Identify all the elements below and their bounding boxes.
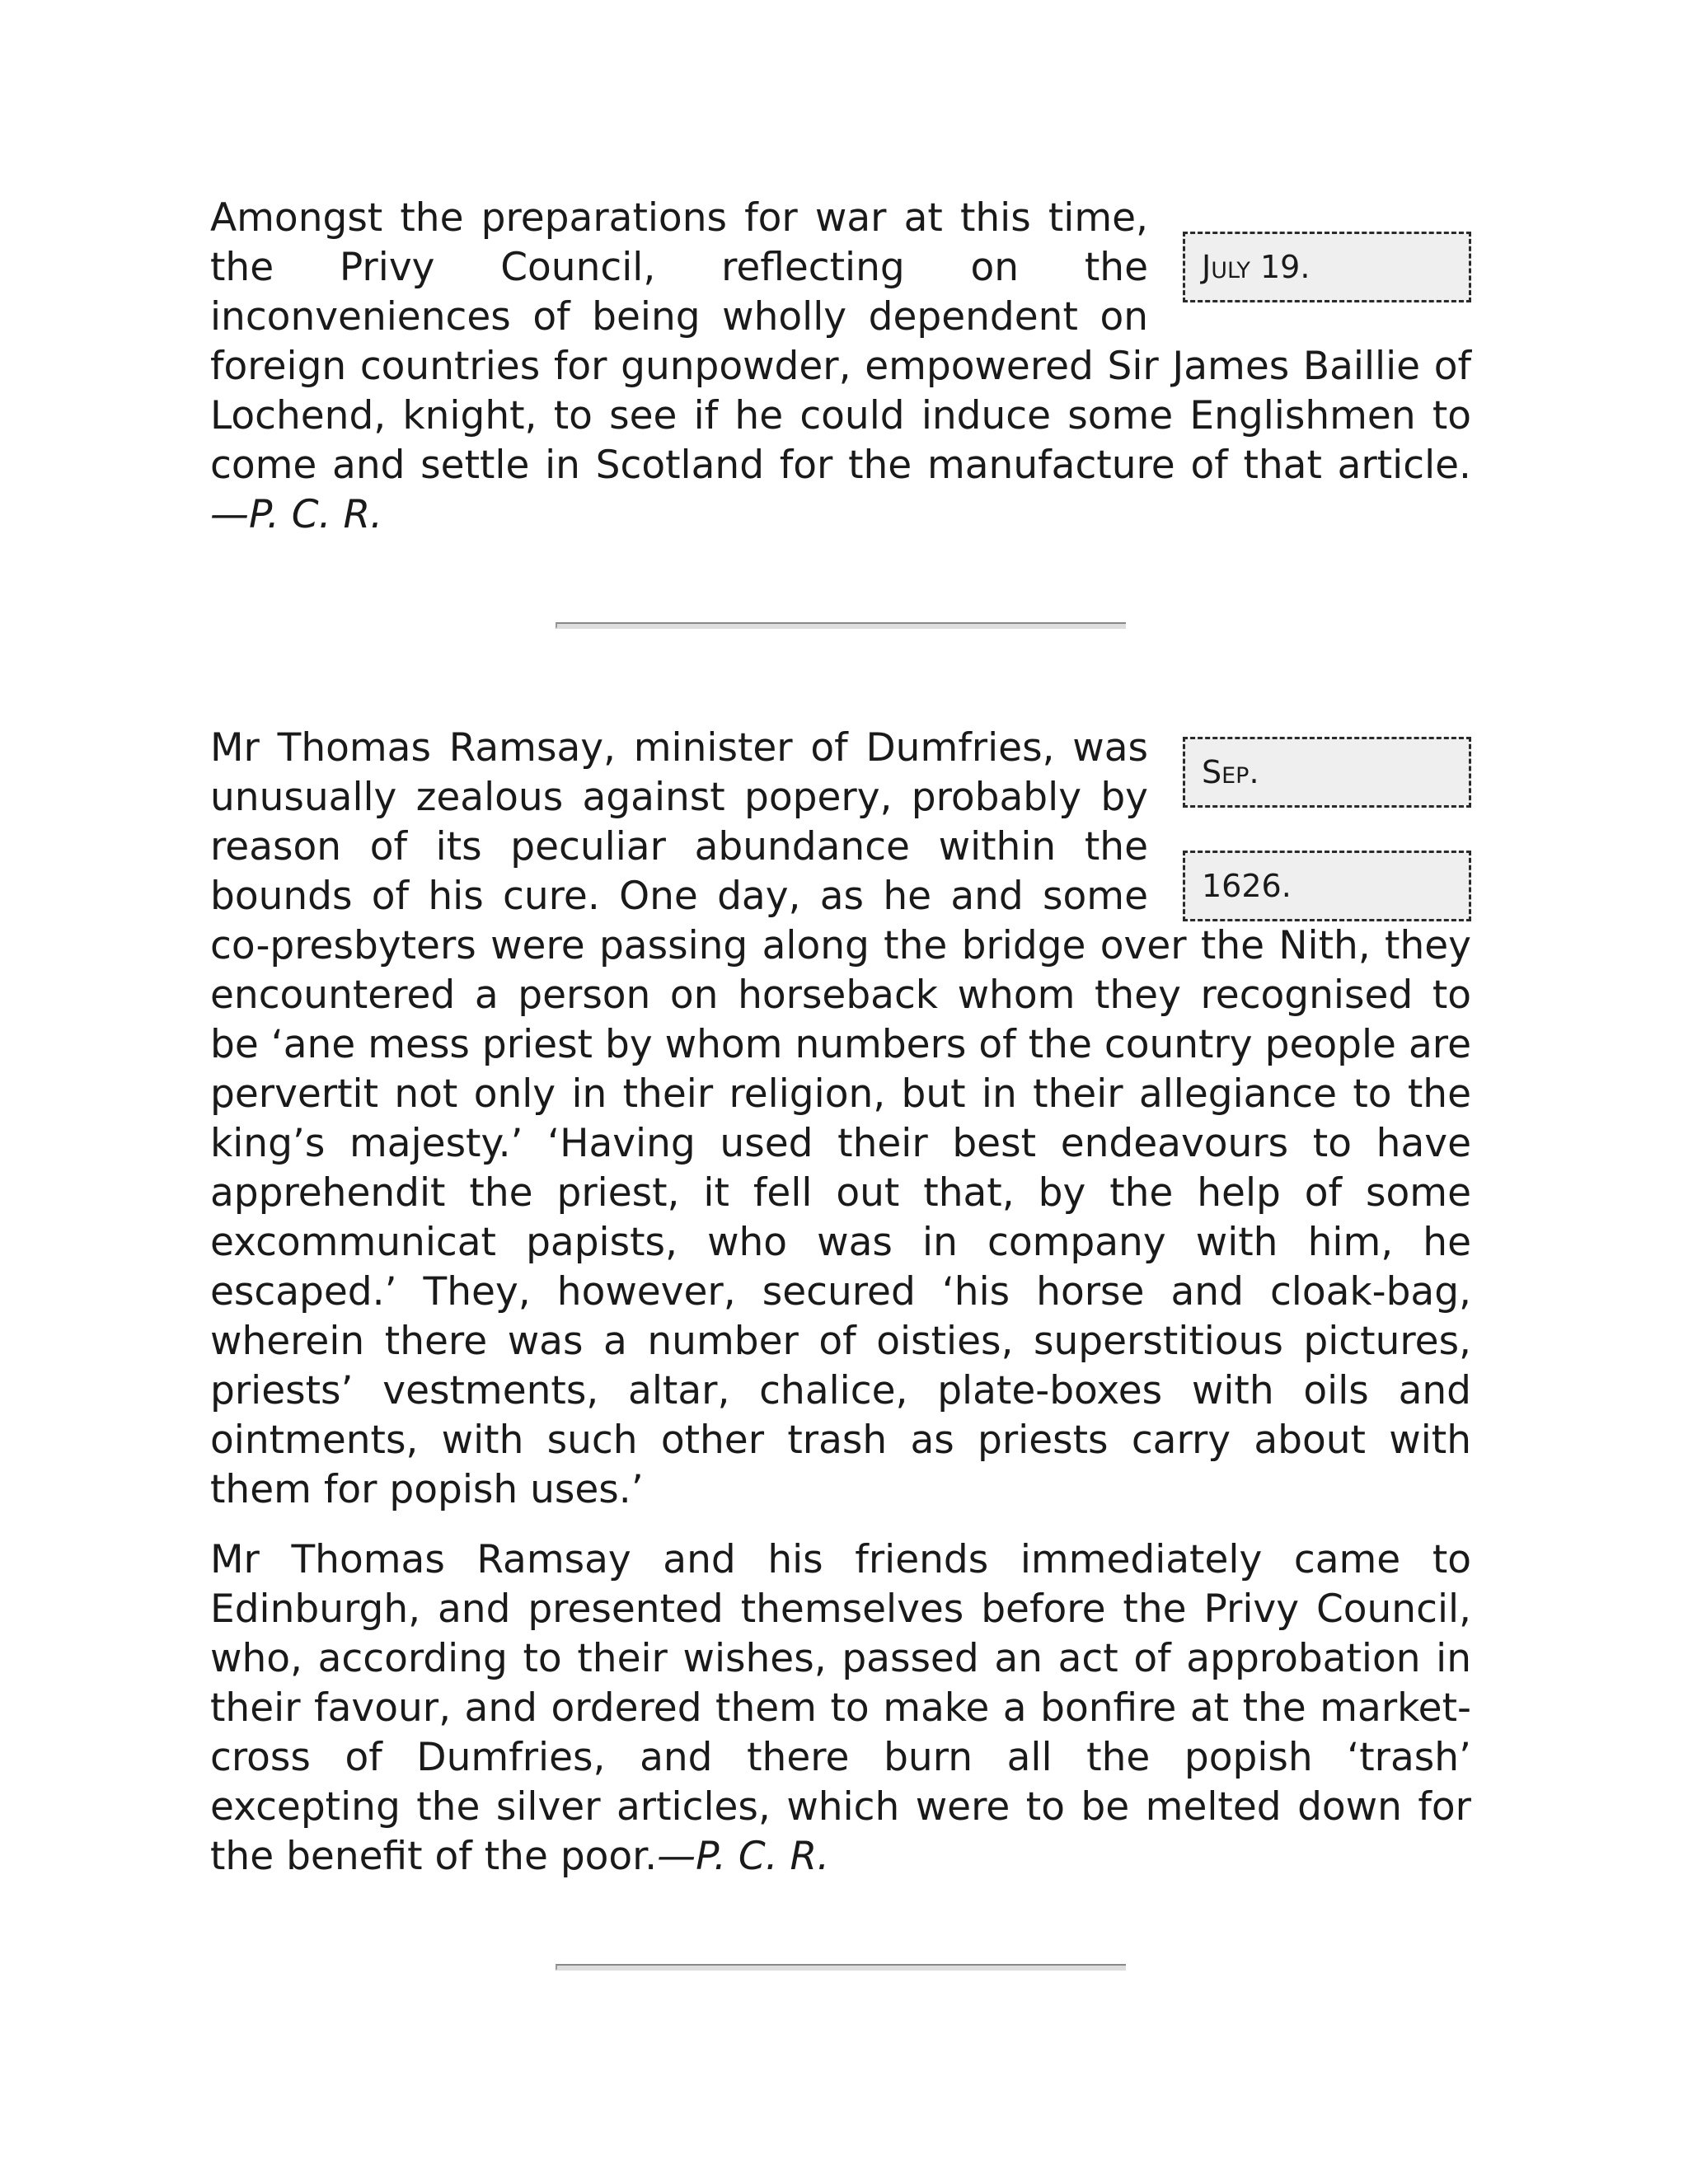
- note-year: 1626.: [1202, 868, 1292, 904]
- entry-september: [210, 724, 1471, 1882]
- section-divider: [556, 1964, 1126, 1971]
- note-day: 19.: [1250, 249, 1311, 285]
- date-note-july: [1183, 232, 1471, 302]
- page-content: [210, 194, 1471, 1971]
- date-note-sep: [1183, 737, 1471, 808]
- note-suffix: .: [1249, 754, 1259, 790]
- paragraph-text: Amongst the preparations for war at this time, the Privy Council, reflecting on the inconveniences of being wholly dependent on foreign countries for gunpowder, empowered Sir James Baillie of Lochend, knight, to see if he could induce some Englishmen to come and settle in Scotland for the manufacture of that article.: [210, 195, 1471, 488]
- section-divider: [556, 622, 1126, 629]
- entry-july: [210, 194, 1471, 540]
- note-month: July: [1202, 249, 1250, 285]
- citation: —P. C. R.: [210, 492, 383, 537]
- margin-notes: [1183, 724, 1471, 921]
- margin-notes: [1183, 194, 1471, 302]
- note-month: Sep: [1202, 754, 1250, 790]
- citation: —P. C. R.: [657, 1834, 830, 1879]
- paragraph: [210, 1535, 1471, 1882]
- paragraph-text: Mr Thomas Ramsay, minister of Dumfries, was unusually zealous against popery, probably by reason of its peculiar abundance within the bounds of his cure. One day, as he and some co-presbyters were passing along the bridge over the Nith, they encountered a person on horseback whom they recognised to be ‘ane mess priest by whom numbers of the country people are pervertit not only in their religion, but in their allegiance to the king’s majesty.’ ‘Having used their best endeavours to have apprehendit the priest, it fell out that, by the help of some excommunicat papists, who was in company with him, he escaped.’ They, however, secured ‘his horse and cloak-bag, wherein there was a number of oisties, superstitious pictures, priests’ vestments, altar, chalice, plate-boxes with oils and ointments, with such other trash as priests carry about with them for popish uses.’: [210, 725, 1471, 1512]
- date-note-year: [1183, 851, 1471, 921]
- paragraph-text: Mr Thomas Ramsay and his friends immediately came to Edinburgh, and presented themselves before the Privy Council, who, according to their wishes, passed an act of approbation in their favour, and ordered them to make a bonfire at the market-cross of Dumfries, and there burn all the popish ‘trash’ excepting the silver articles, which were to be melted down for the benefit of the poor.: [210, 1537, 1471, 1879]
